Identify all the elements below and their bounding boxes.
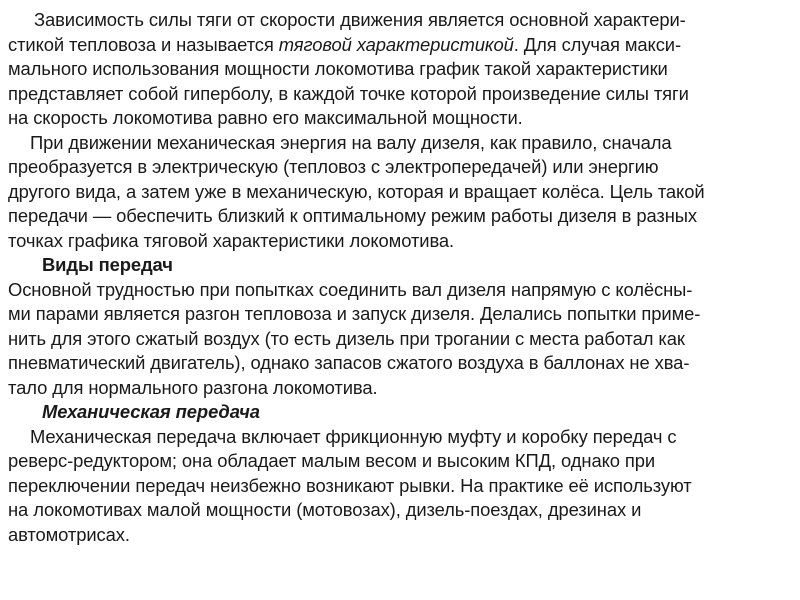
section-heading-mechanical-transmission: Механическая передача <box>42 401 260 422</box>
text-fragment: стикой тепловоза и называется <box>8 33 279 55</box>
text-line: Зависимость силы тяги от скорости движения является основной характери- <box>34 9 686 30</box>
text-line: ми парами является разгон тепловоза и запуск дизеля. Делались попытки приме- <box>8 303 701 324</box>
text-line: на скорость локомотива равно его максимальной мощности. <box>8 107 523 128</box>
text-line: пневматический двигатель), однако запасов сжатого воздуха в баллонах не хва- <box>8 352 690 373</box>
text-line: точках графика тяговой характеристики локомотива. <box>8 229 455 251</box>
text-line: автомотрисах. <box>8 523 130 545</box>
text-line: реверс-редуктором; она обладает малым весом и высоким КПД, однако при <box>8 450 656 471</box>
text-line: передачи — обеспечить близкий к оптимальному режим работы дизеля в разных <box>8 205 698 226</box>
text-line: мального использования мощности локомотива график такой характеристики <box>8 58 668 79</box>
emphasized-term: тяговой характеристикой <box>278 33 514 55</box>
text-line <box>8 33 792 58</box>
text-line: При движении механическая энергия на валу дизеля, как правило, сначала <box>30 131 672 153</box>
text-line: на локомотивах малой мощности (мотовозах), дизель-поездах, дрезинах и <box>8 499 642 520</box>
text-line: преобразуется в электрическую (тепловоз с электропередачей) или энергию <box>8 156 659 177</box>
text-line: переключении передач неизбежно возникают рывки. На практике её используют <box>8 474 692 496</box>
text-line: представляет собой гиперболу, в каждой точке которой произведение силы тяги <box>8 82 689 104</box>
text-fragment: . Для случая макси- <box>513 33 682 55</box>
text-line: Основной трудностью при попытках соединить вал дизеля напрямую с колёсны- <box>8 278 693 300</box>
document-text <box>8 8 792 547</box>
section-heading-transmission-types: Виды передач <box>42 254 173 275</box>
text-line: Механическая передача включает фрикционную муфту и коробку передач с <box>30 425 677 447</box>
text-line: другого вида, а затем уже в механическую, которая и вращает колёса. Цель такой <box>8 180 705 202</box>
paragraph-direct-drive <box>8 278 792 401</box>
text-line: нить для этого сжатый воздух (то есть дизель при трогании с места работал как <box>8 327 685 349</box>
paragraph-energy-conversion <box>8 131 792 254</box>
text-line: тало для нормального разгона локомотива. <box>8 376 378 398</box>
paragraph-mechanical-transmission <box>8 425 792 548</box>
paragraph-traction-characteristic <box>8 8 792 131</box>
